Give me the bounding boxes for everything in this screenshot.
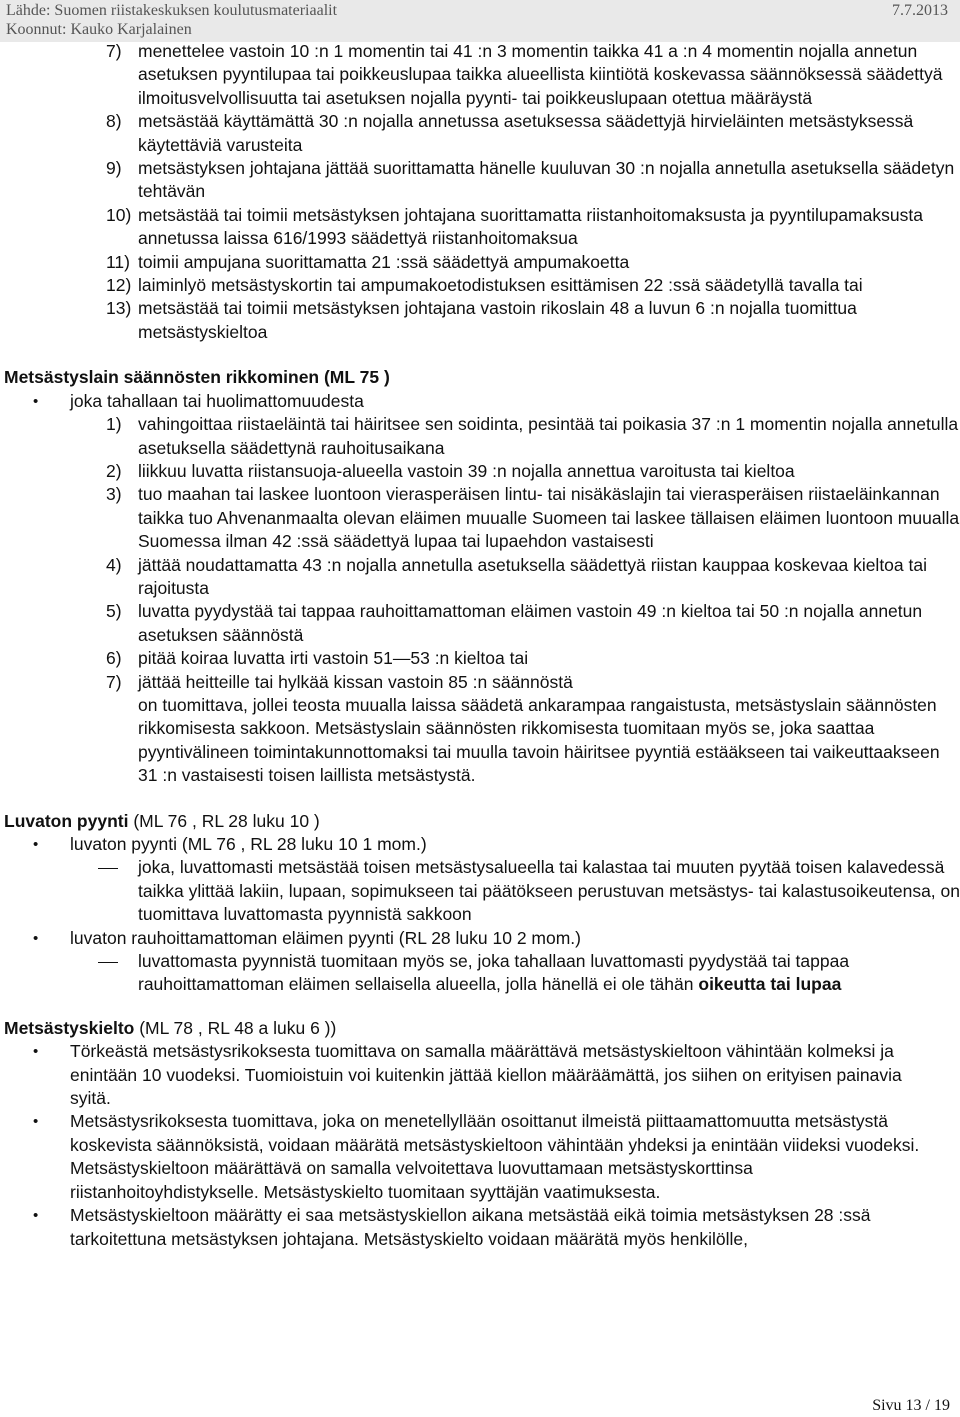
section-title: Metsästyslain säännösten rikkominen (ML 75 ) [4,367,390,388]
list-item [0,671,960,694]
item-text: vahingoittaa riistaeläintä tai häiritsee sen soidinta, pesintää tai poikasia 37 :n 1 momentin nojalla annetulla asetuksella säädettynä rauhoitusaikana [138,414,959,458]
item-number: 9) [106,158,122,179]
item-number: 13) [106,298,132,319]
bullet-glyph: • [33,929,39,947]
bullet-text: luvaton pyynti (ML 76 , RL 28 luku 10 1 mom.) [70,834,427,854]
item-text: metsästää käyttämättä 30 :n nojalla annetussa asetuksessa säädettyjä hirvieläinten metsästyksessä käytettäviä varusteita [138,111,914,155]
item-number: 7) [106,671,122,692]
item-text: metsästyksen johtajana jättää suorittamatta hänelle kuuluvan 30 :n nojalla annetulla asetuksella säädetyn tehtävän [138,158,955,202]
item-number: 8) [106,111,122,132]
list-item [0,251,960,274]
bullet-text: Metsästyskieltoon määrätty ei saa metsästyskiellon aikana metsästää eikä toimia metsästyksen 28 :ssä tarkoitettuna metsästyksen johtajana. Metsästyskielto voidaan määrätä myös henkilölle, [70,1205,871,1249]
section-heading [0,1017,960,1040]
closing-paragraph: on tuomittava, jollei teosta muualla laissa säädetä ankarampaa rangaistusta, metsästyslain säännösten rikkomisesta sakkoon. Metsästyslain säännösten rikkomisesta tuomitaan myös se, joka saattaa pyyntivälineen toimintakunnottomaksi tai muulla tavoin häiritsee pyyntiä estääkseen tai vaikeuttaakseen 31 :n vastaisesti toisen laillista metsästystä. [138,694,940,786]
item-number: 1) [106,414,122,435]
item-text: toimii ampujana suorittamatta 21 :ssä säädettyä ampumakoetta [138,251,630,272]
page-number: Sivu 13 / 19 [872,1397,950,1414]
list-item [0,600,960,647]
compiler-line: Koonnut: Kauko Karjalainen [6,21,192,38]
section-title: Luvaton pyynti [4,810,129,831]
section-heading [0,366,960,389]
item-text: metsästää tai toimii metsästyksen johtajana vastoin rikoslain 48 a luvun 6 :n nojalla tuomittua metsästyskieltoa [138,298,857,342]
bullet-text: Metsästysrikoksesta tuomittava, joka on menetellyllään osoittanut ilmeistä piittaamattomuutta metsästystä koskevista säännöksistä, voidaan määrätä metsästyskieltoon vähintään yhdeksi ja enintään viideksi vuodeksi. Metsästyskieltoon määrättävä on samalla velvoitettava luovuttamaan metsästyskorttinsa riistanhoitoyhdistykselle. Metsästyskielto tuomitaan syyttäjän vaatimuksesta. [70,1111,920,1202]
item-number: 4) [106,554,122,575]
item-text: metsästää tai toimii metsästyksen johtajana suorittamatta riistanhoitomaksusta ja pyyntilupamaksusta annetussa laissa 616/1993 säädettyä riistanhoitomaksua [138,204,923,249]
bullet-item [0,1040,960,1110]
document-body [0,40,960,1251]
bullet-item [0,390,960,413]
list-item [0,554,960,601]
dash-item [0,950,960,997]
list-item [0,297,960,344]
section-heading [0,810,960,833]
offence-list [0,40,960,344]
list-item [0,204,960,251]
item-text: tuo maahan tai laskee luontoon vierasperäisen lintu- tai nisäkäslajin tai vierasperäisen riistaeläinkannan taikka tuo Ahvenanmaalta olevan eläimen muualle Suomeen tai laskee tällaisen eläimen luontoon muualla Suomessa ilman 42 :ssä säädettyä lupaa tai lupaehdon vastaisesti [138,484,960,552]
bullet-glyph: • [33,1043,39,1061]
bullet-glyph: • [33,836,39,853]
dash-text-normal: luvattomasta pyynnistä tuomitaan myös se, joka tahallaan luvattomasti pyydystää tai tappaa rauhoittamattoman eläimen sellaisella alueella, jolla hänellä ei ole tähän [138,951,850,995]
bullet-text: Törkeästä metsästysrikoksesta tuomittava on samalla määrättävä metsästyskieltoon vähintään kolmeksi ja enintään 10 vuodeksi. Tuomioistuin voi kuitenkin jättää kiellon määräämättä, jos siihen on erityisen painavia syitä. [70,1041,902,1109]
bullet-glyph: • [33,392,39,410]
bullet-text: joka tahallaan tai huolimattomuudesta [70,390,364,411]
bullet-text: luvaton rauhoittamattoman eläimen pyynti (RL 28 luku 10 2 mom.) [70,927,581,948]
list-item [0,274,960,297]
list-item [0,413,960,460]
item-text: pitää koiraa luvatta irti vastoin 51—53 :n kieltoa tai [138,648,529,669]
list-item [0,110,960,157]
list-item [0,460,960,483]
item-text: laiminlyö metsästyskortin tai ampumakoetodistuksen esittämisen 22 :ssä säädetyllä tavalla tai [138,275,863,296]
bullet-item [0,1110,960,1204]
source-line: Lähde: Suomen riistakeskuksen koulutusmateriaalit [6,2,338,19]
bullet-item [0,927,960,950]
dash-text: joka, luvattomasti metsästää toisen metsästysalueella tai kalastaa tai muuten pyytää toisen kalavedessä taikka ylittää lakiin, lupaan, sopimukseen tai päätökseen perustuvan metsästys- tai kalastusoikeutensa, on tuomittava luvattomasta pyynnistä sakkoon [138,857,960,925]
header-date: 7.7.2013 [892,2,948,19]
dash-text [0,950,960,997]
dash-text-bold: oikeutta tai lupaa [698,974,842,995]
section-title-ref: (ML 78 , RL 48 a luku 6 )) [134,1017,337,1038]
section-title: Metsästyskielto [4,1017,135,1038]
item-number: 2) [106,460,122,481]
item-number: 6) [106,648,122,669]
item-number: 12) [106,275,132,296]
item-text: jättää heitteille tai hylkää kissan vastoin 85 :n säännöstä [138,671,573,692]
item-number: 11) [106,251,130,272]
item-text: jättää noudattamatta 43 :n nojalla annetulla asetuksella säädettyä riistan kauppaa koskevaa kieltoa tai rajoitusta [138,554,927,598]
item-number: 10) [106,204,132,225]
bullet-glyph: • [33,1113,39,1131]
list-item [0,157,960,204]
item-text: luvatta pyydystää tai tappaa rauhoittamattoman eläimen vastoin 49 :n kieltoa tai 50 :n nojalla annetun asetuksen säännöstä [138,601,923,645]
bullet-glyph: • [33,1207,39,1225]
bullet-item [0,833,960,856]
dash-marker [98,868,118,869]
item-number: 5) [106,601,122,622]
dash-marker [98,962,118,963]
item-number: 3) [106,484,122,505]
section-title-ref: (ML 76 , RL 28 luku 10 ) [128,810,320,831]
page-header [0,0,960,42]
list-item [0,647,960,670]
item-number: 7) [106,41,122,61]
list-item [0,40,960,110]
dash-item [0,856,960,926]
bullet-item [0,1204,960,1251]
list-item [0,483,960,553]
item-text: menettelee vastoin 10 :n 1 momentin tai 41 :n 3 momentin taikka 41 a :n 4 momentin nojalla annetun asetuksen pyyntilupaa tai poikkeuslupaa taikka alueellista kiintiötä koskevassa säännöksessä säädettyä ilmoitusvelvollisuutta tai asetuksen nojalla pyynti- tai poikkeuslupaan otettua määräystä [138,41,943,108]
item-text: liikkuu luvatta riistansuoja-alueella vastoin 39 :n nojalla annettua varoitusta tai kieltoa [138,460,795,481]
